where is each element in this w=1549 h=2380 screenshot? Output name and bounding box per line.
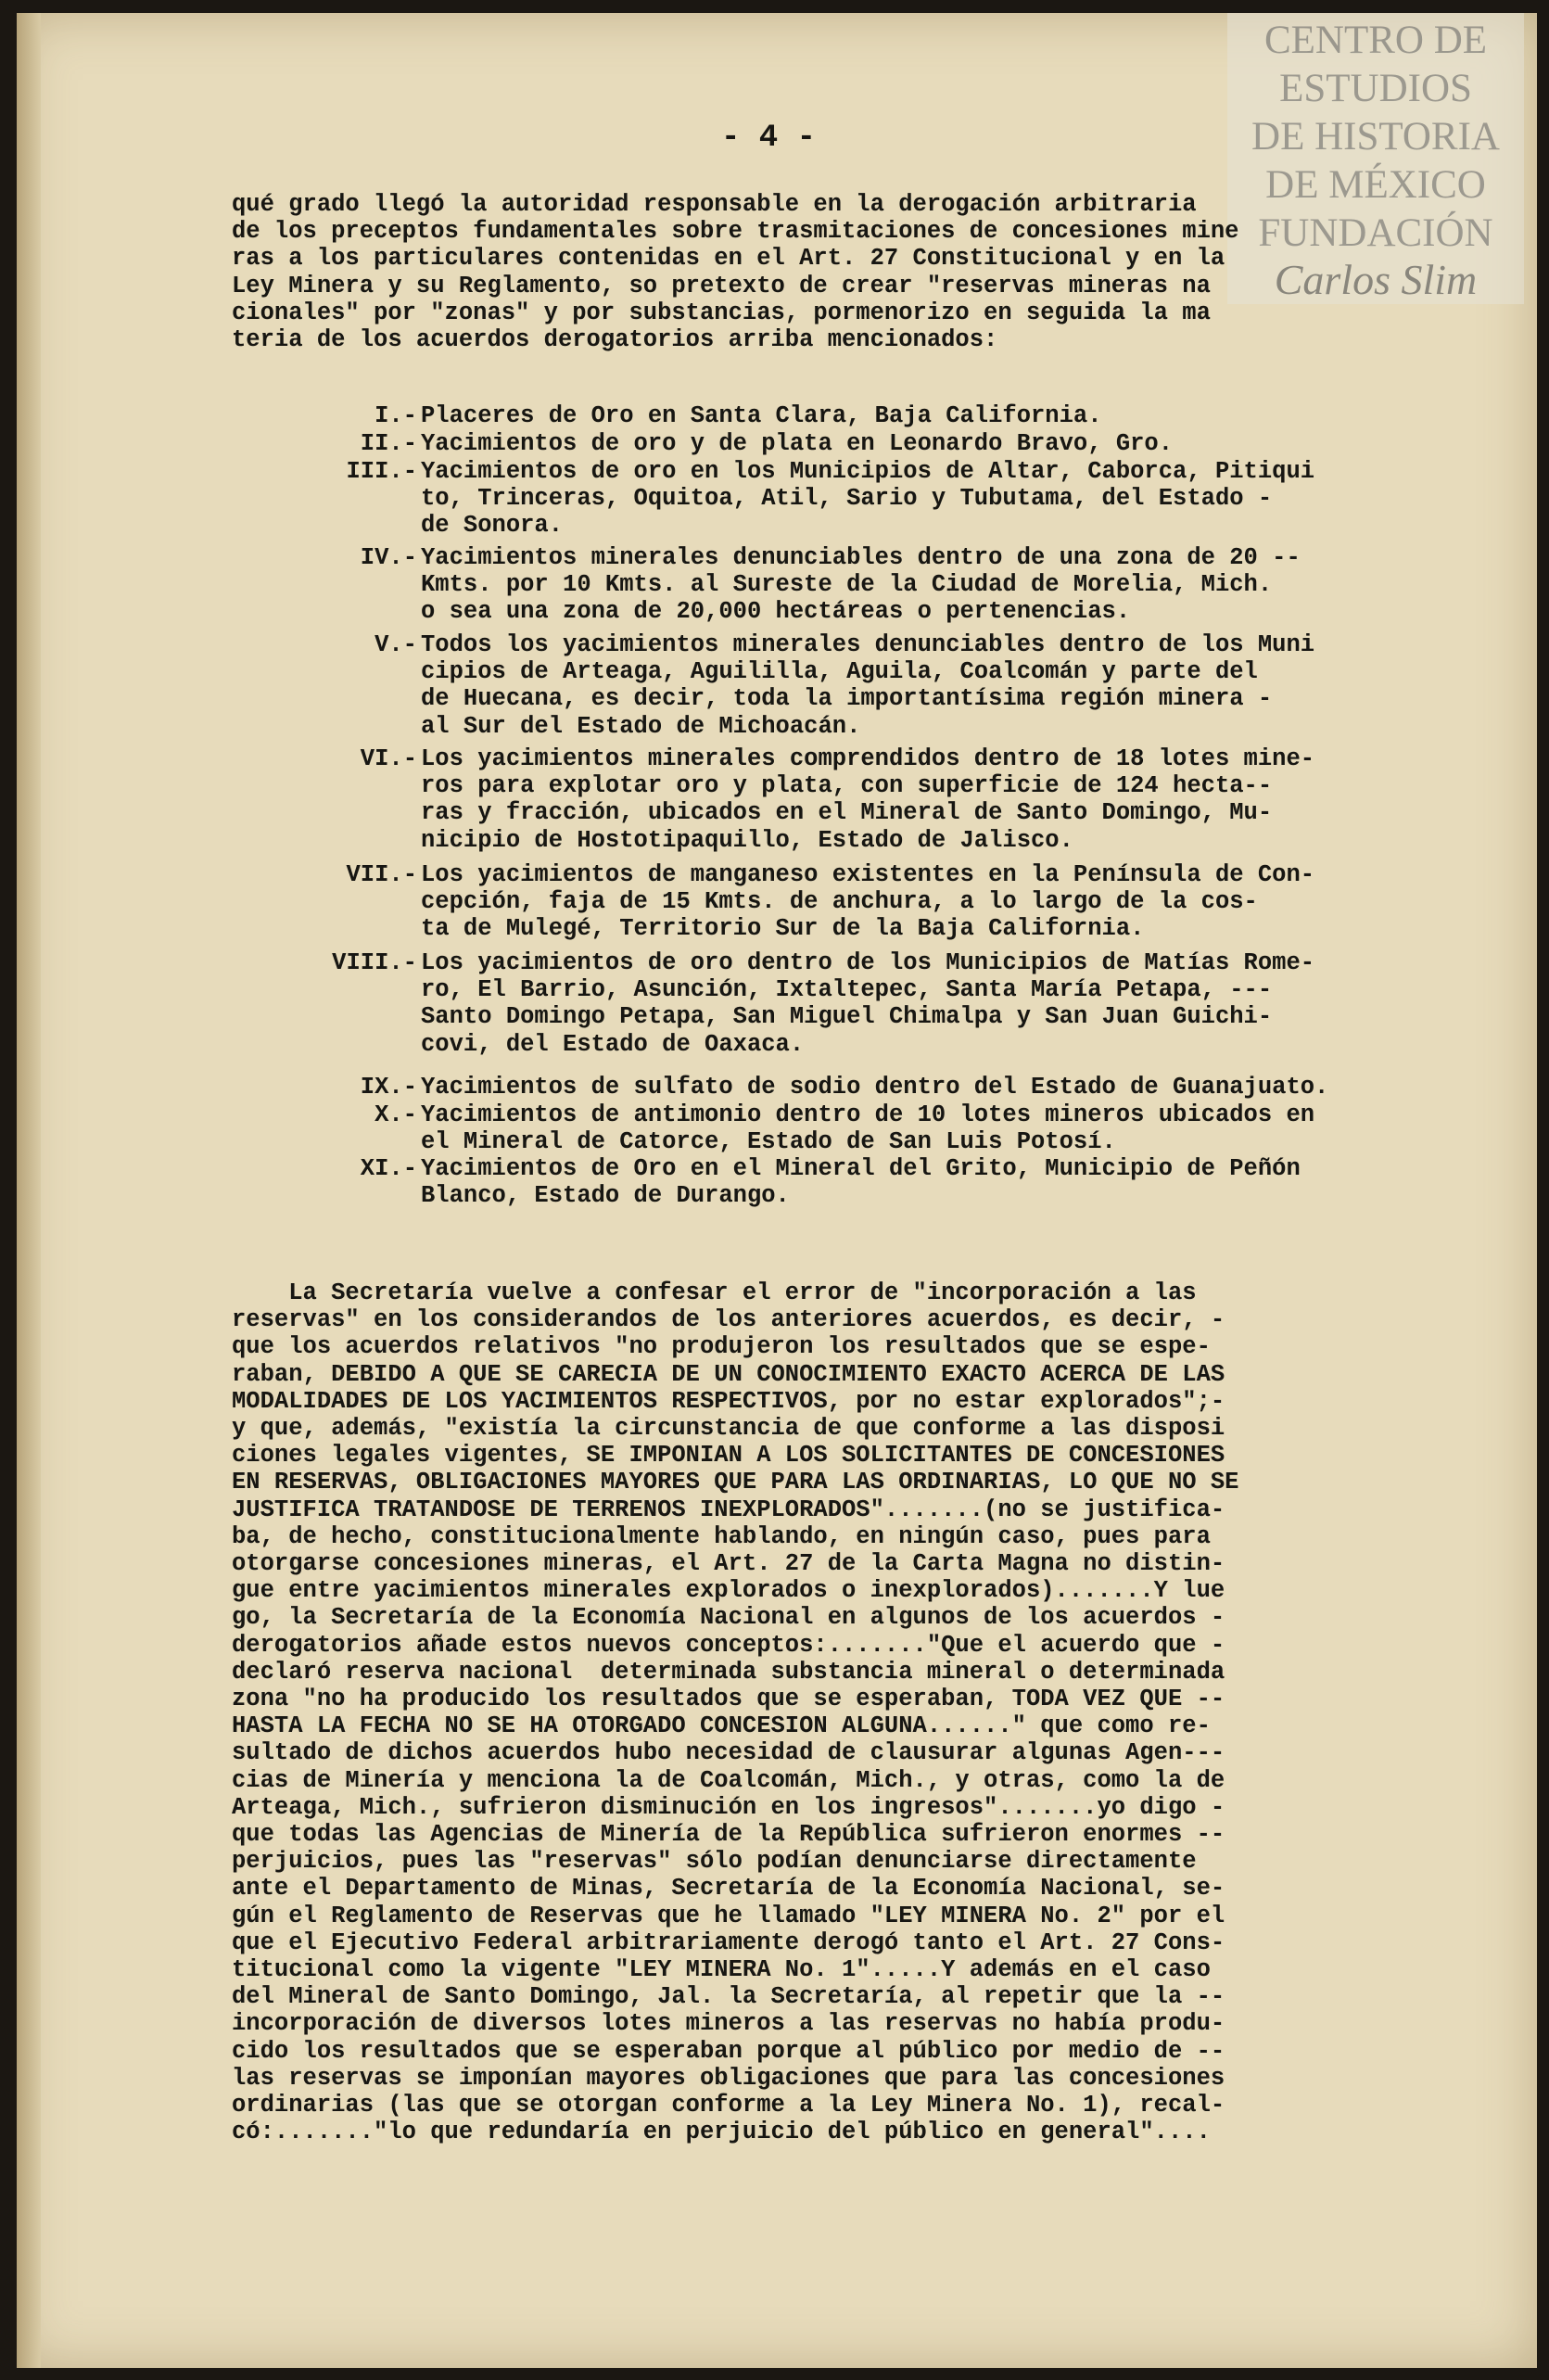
text-line: zona "no ha producido los resultados que se esperaban, TODA VEZ QUE -- [232, 1686, 1225, 1713]
page-edge-shadow [17, 13, 41, 2368]
text-line: sultado de dichos acuerdos hubo necesidad de clausurar algunas Agen--- [232, 1739, 1225, 1767]
text-line: Los yacimientos de manganeso existentes en la Península de Con- [421, 861, 1315, 888]
list-item-text [421, 1074, 1524, 1101]
text-line: cionales" por "zonas" y por substancias, pormenorizo en seguida la ma [232, 299, 1211, 326]
page-number: - 4 - [721, 121, 817, 156]
text-line: de Sonora. [421, 512, 564, 540]
text-line: qué grado llegó la autoridad responsable en la derogación arbitraria [232, 191, 1197, 218]
watermark-line: FUNDACIÓN [1258, 211, 1493, 255]
text-line: Arteaga, Mich., sufrieron disminución en los ingresos".......yo digo - [232, 1793, 1225, 1821]
text-line: ordinarias (las que se otorgan conforme a la Ley Minera No. 1), recal- [232, 2092, 1225, 2119]
text-line: cepción, faja de 15 Kmts. de anchura, a lo largo de la cos- [421, 888, 1258, 916]
text-line: EN RESERVAS, OBLIGACIONES MAYORES QUE PARA LAS ORDINARIAS, LO QUE NO SE [232, 1469, 1239, 1496]
text-line: titucional como la vigente "LEY MINERA No. 1".....Y además en el caso [232, 1956, 1211, 1984]
text-line: Ley Minera y su Reglamento, so pretexto de crear "reservas mineras na [232, 272, 1211, 299]
list-item-number: I.- [375, 402, 417, 429]
text-line: cias de Minería y menciona la de Coalcomán, Mich., y otras, como la de [232, 1766, 1225, 1794]
list-item-text [421, 430, 1524, 457]
watermark-signature: Carlos Slim [1274, 256, 1478, 303]
intro-paragraph [232, 191, 1511, 353]
text-line: ro, El Barrio, Asunción, Ixtaltepec, Santa María Petapa, --- [421, 976, 1273, 1004]
text-line: Yacimientos minerales denunciables dentro de una zona de 20 -- [421, 544, 1301, 571]
text-line: Los yacimientos minerales comprendidos dentro de 18 lotes mine- [421, 745, 1315, 772]
text-line: Kmts. por 10 Kmts. al Sureste de la Ciudad de Morelia, Mich. [421, 571, 1273, 599]
list-item-text [421, 402, 1524, 429]
text-line: Santo Domingo Petapa, San Miguel Chimalpa y San Juan Guichi- [421, 1003, 1273, 1031]
text-line: de Huecana, es decir, toda la importantísima región minera - [421, 685, 1273, 713]
text-line: del Mineral de Santo Domingo, Jal. la Secretaría, al repetir que la -- [232, 1983, 1225, 2011]
text-line: JUSTIFICA TRATANDOSE DE TERRENOS INEXPLORADOS".......(no se justifica- [232, 1495, 1225, 1523]
text-line: el Mineral de Catorce, Estado de San Luis Potosí. [421, 1128, 1116, 1156]
text-line: MODALIDADES DE LOS YACIMIENTOS RESPECTIVOS, por no estar explorados";- [232, 1387, 1225, 1415]
text-line: incorporación de diversos lotes mineros a las reservas no había produ- [232, 2010, 1225, 2038]
text-line: Yacimientos de antimonio dentro de 10 lotes mineros ubicados en [421, 1101, 1315, 1128]
list-item-number: III.- [346, 458, 417, 485]
text-line: raban, DEBIDO A QUE SE CARECIA DE UN CONOCIMIENTO EXACTO ACERCA DE LAS [232, 1360, 1225, 1388]
list-item-number: VIII.- [332, 949, 417, 976]
text-line: Yacimientos de sulfato de sodio dentro del Estado de Guanajuato. [421, 1074, 1329, 1101]
list-item-number: IX.- [360, 1074, 417, 1101]
text-line: ante el Departamento de Minas, Secretaría de la Economía Nacional, se- [232, 1875, 1225, 1903]
list-item-number: X.- [375, 1101, 417, 1128]
text-line: derogatorios añade estos nuevos conceptos:......."Que el acuerdo que - [232, 1631, 1225, 1659]
watermark-line: DE HISTORIA [1251, 115, 1500, 159]
text-line: La Secretaría vuelve a confesar el error de "incorporación a las [232, 1279, 1197, 1306]
text-line: gún el Reglamento de Reservas que he llamado "LEY MINERA No. 2" por el [232, 1902, 1225, 1929]
text-line: Blanco, Estado de Durango. [421, 1182, 790, 1210]
text-line: declaró reserva nacional determinada substancia mineral o determinada [232, 1658, 1225, 1686]
closing-paragraph [232, 1279, 1511, 2146]
text-line: las reservas se imponían mayores obligaciones que para las concesiones [232, 2064, 1225, 2092]
text-line: Yacimientos de oro y de plata en Leonardo Bravo, Gro. [421, 430, 1174, 457]
text-line: gue entre yacimientos minerales explorados o inexplorados).......Y lue [232, 1577, 1225, 1605]
text-line: Yacimientos de oro en los Municipios de Altar, Caborca, Pitiqui [421, 458, 1315, 485]
text-line: que el Ejecutivo Federal arbitrariamente derogó tanto el Art. 27 Cons- [232, 1928, 1225, 1956]
text-line: reservas" en los considerandos de los anteriores acuerdos, es decir, - [232, 1306, 1225, 1334]
document-page [17, 13, 1537, 2368]
text-line: ba, de hecho, constitucionalmente hablando, en ningún caso, pues para [232, 1522, 1211, 1550]
text-line: covi, del Estado de Oaxaca. [421, 1030, 805, 1058]
text-line: Todos los yacimientos minerales denunciables dentro de los Muni [421, 631, 1315, 658]
text-line: HASTA LA FECHA NO SE HA OTORGADO CONCESION ALGUNA......" que como re- [232, 1712, 1211, 1740]
text-line: go, la Secretaría de la Economía Nacional en algunos de los acuerdos - [232, 1604, 1225, 1632]
text-line: otorgarse concesiones mineras, el Art. 27 de la Carta Magna no distin- [232, 1550, 1225, 1578]
list-item-text [421, 544, 1524, 626]
watermark-line: CENTRO DE [1263, 19, 1488, 62]
list-item-number: VII.- [346, 861, 417, 888]
text-line: cido los resultados que se esperaban porque al público por medio de -- [232, 2037, 1225, 2065]
text-line: ras a los particulares contenidas en el Art. 27 Constitucional y en la [232, 245, 1225, 273]
list-item-number: V.- [375, 631, 417, 658]
list-item-text [421, 745, 1524, 854]
text-line: to, Trinceras, Oquitoa, Atil, Sario y Tubutama, del Estado - [421, 485, 1273, 513]
text-line: que los acuerdos relativos "no produjeron los resultados que se espe- [232, 1333, 1211, 1361]
text-line: y que, además, "existía la circunstancia de que conforme a las disposi [232, 1415, 1225, 1443]
list-item-text [421, 949, 1524, 1058]
text-line: al Sur del Estado de Michoacán. [421, 712, 861, 740]
list-item-text [421, 1101, 1524, 1155]
text-line: có:......."lo que redundaría en perjuicio del público en general".... [232, 2119, 1211, 2146]
list-item-number: XI.- [360, 1155, 417, 1182]
text-line: Los yacimientos de oro dentro de los Municipios de Matías Rome- [421, 949, 1315, 976]
text-line: o sea una zona de 20,000 hectáreas o pertenencias. [421, 598, 1131, 626]
text-line: nicipio de Hostotipaquillo, Estado de Jalisco. [421, 826, 1073, 854]
list-item-text [421, 1155, 1524, 1209]
watermark-line: DE MÉXICO [1265, 163, 1486, 207]
text-line: cipios de Arteaga, Aguililla, Aguila, Coalcomán y parte del [421, 658, 1258, 686]
text-line: Placeres de Oro en Santa Clara, Baja California. [421, 402, 1102, 429]
text-line: ta de Mulegé, Territorio Sur de la Baja California. [421, 915, 1145, 943]
text-line: de los preceptos fundamentales sobre trasmitaciones de concesiones mine [232, 218, 1239, 246]
text-line: que todas las Agencias de Minería de la República sufrieron enormes -- [232, 1821, 1225, 1849]
list-item-number: II.- [360, 430, 417, 457]
text-line: ciones legales vigentes, SE IMPONIAN A LOS SOLICITANTES DE CONCESIONES [232, 1442, 1225, 1470]
text-line: teria de los acuerdos derogatorios arriba mencionados: [232, 326, 998, 354]
list-item-text [421, 631, 1524, 740]
text-line: ras y fracción, ubicados en el Mineral de Santo Domingo, Mu- [421, 799, 1273, 827]
list-item-number: VI.- [360, 745, 417, 772]
watermark-line: ESTUDIOS [1279, 67, 1472, 110]
text-line: ros para explotar oro y plata, con superficie de 124 hecta-- [421, 772, 1273, 800]
text-line: perjuicios, pues las "reservas" sólo podían denunciarse directamente [232, 1848, 1197, 1876]
list-item-text [421, 861, 1524, 943]
text-line: Yacimientos de Oro en el Mineral del Grito, Municipio de Peñón [421, 1155, 1301, 1182]
list-item-number: IV.- [360, 544, 417, 571]
list-item-text [421, 458, 1524, 540]
